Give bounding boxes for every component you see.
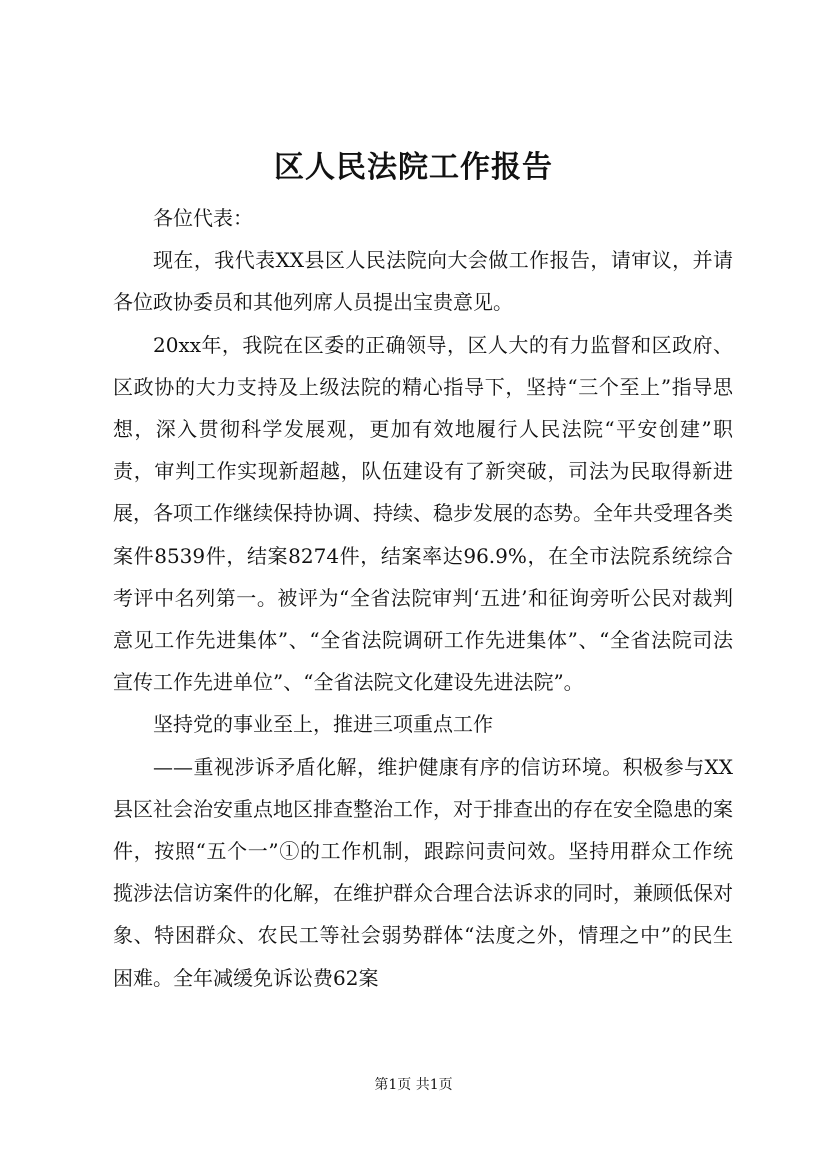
document-body — [113, 197, 733, 999]
document-title: 区人民法院工作报告 — [274, 150, 553, 185]
page-footer: 第1页 共1页 — [374, 1077, 453, 1093]
intro-paragraph: 现在，我代表XX县区人民法院向大会做工作报告，请审议，并请各位政协委员和其他列席人员提出宝贵意见。 — [113, 248, 733, 315]
section-heading: 坚持党的事业至上，推进三项重点工作 — [153, 712, 493, 737]
petition-paragraph: ——重视涉诉矛盾化解，维护健康有序的信访环境。积极参与XX县区社会治安重点地区排查整治工作，对于排查出的存在安全隐患的案件，按照“五个一”①的工作机制，跟踪问责问效。坚持用群众工作统揽涉法信访案件的化解，在维护群众合理合法诉求的同时，兼顾低保对象、特困群众、农民工等社会弱势群体“法度之外，情理之中”的民生困难。全年减缓免诉讼费62案 — [113, 754, 733, 990]
salutation-paragraph: 各位代表： — [153, 206, 253, 230]
summary-paragraph: 20xx年，我院在区委的正确领导，区人大的有力监督和区政府、区政协的大力支持及上级法院的精心指导下，坚持“三个至上”指导思想，深入贯彻科学发展观，更加有效地履行人民法院“平安创建”职责，审判工作实现新超越，队伍建设有了新突破，司法为民取得新进展，各项工作继续保持协调、持续、稳步发展的态势。全年共受理各类案件8539件，结案8274件，结案率达96.9%，在全市法院系统综合考评中名列第一。被评为“全省法院审判‘五进’和征询旁听公民对裁判意见工作先进集体”、“全省法院调研工作先进集体”、“全省法院司法宣传工作先进单位”、“全省法院文化建设先进法院”。 — [113, 332, 733, 695]
